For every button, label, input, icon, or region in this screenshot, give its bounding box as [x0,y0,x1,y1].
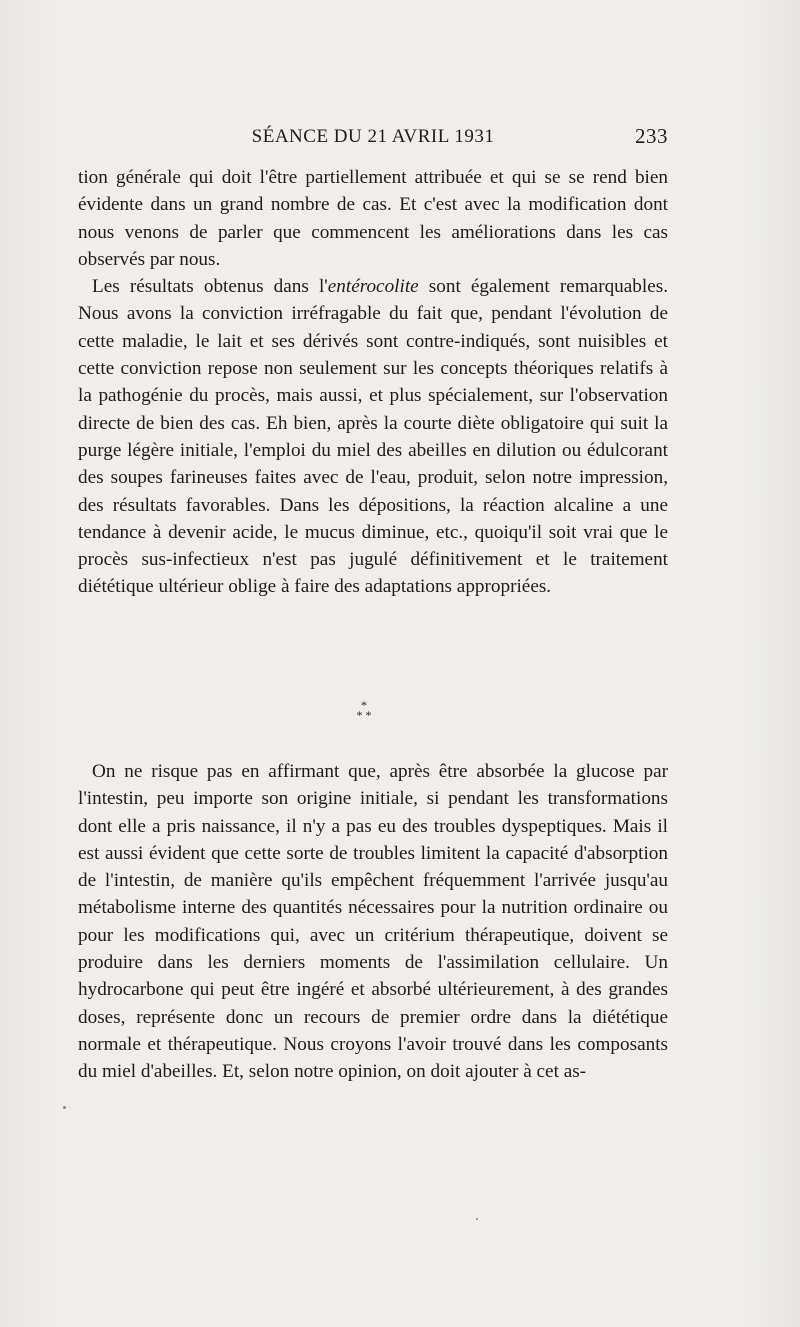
paragraph-continued: tion générale qui doit l'être partiellement attribuée et qui se se rend bien évidente dans un grand nombre de cas. Et c'est avec la modification dont nous venons de parler que commencent les améliorations dans les cas observés par nous. [78,167,668,270]
paragraph-enterocolite-body: sont également remarquables. Nous avons la conviction irréfragable du fait que, pendant l'évolution de cette maladie, le lait et ses dérivés sont contre-indiqués, sont nuisibles et cette conviction repose non seulement sur les concepts théoriques relatifs à la pathogénie du procès, mais aussi, et plus spécialement, sur l'observation directe de bien des cas. Eh bien, après la courte diète obligatoire qui suit la purge légère initiale, l'emploi du miel des abeilles en dilution ou édulcorant des soupes farineuses faites avec de l'eau, produit, selon notre impression, des résultats favorables. Dans les dépositions, la réaction alcaline a une tendance à devenir acide, le mucus diminue, etc., quoiqu'il soit vrai que le procès sus-infectieux n'est pas jugulé définitivement et le traitement diététique ultérieur oblige à faire des adaptations appropriées. [78,276,668,598]
paragraph-enterocolite [78,273,668,601]
page-header [78,124,668,154]
page-speck [476,1218,478,1220]
running-head: SÉANCE DU 21 AVRIL 1931 [251,126,495,147]
section-separator [344,700,384,730]
separator-bottom-stars: * * [356,708,372,722]
italic-term: entérocolite [327,276,419,298]
page-number: 233 [635,124,668,148]
upper-text-block [78,164,668,601]
separator-top-star: * [361,698,367,712]
page-speck [63,1106,66,1109]
lower-text-block [78,758,668,1086]
paragraph-enterocolite-lead: Les résultats obtenus dans l' [92,276,328,298]
paragraph-glucose: On ne risque pas en affirmant que, après être absorbée la glucose par l'intestin, peu importe son origine initiale, si pendant les transformations dont elle a pris naissance, il n'y a pas eu des troubles dyspeptiques. Mais il est aussi évident que cette sorte de troubles limitent la capacité d'absorption de l'intestin, de manière qu'ils empêchent fréquemment l'arrivée jusqu'au métabolisme interne des quantités nécessaires pour la nutrition ordinaire ou pour les modifications qui, avec un critérium thérapeutique, doivent se produire dans les derniers moments de l'assimilation cellulaire. Un hydrocarbone qui peut être ingéré et absorbé ultérieurement, à des grandes doses, représente donc un recours de premier ordre dans la diététique normale et thérapeutique. Nous croyons l'avoir trouvé dans les composants du miel d'abeilles. Et, selon notre opinion, on doit ajouter à cet as- [78,761,668,1083]
